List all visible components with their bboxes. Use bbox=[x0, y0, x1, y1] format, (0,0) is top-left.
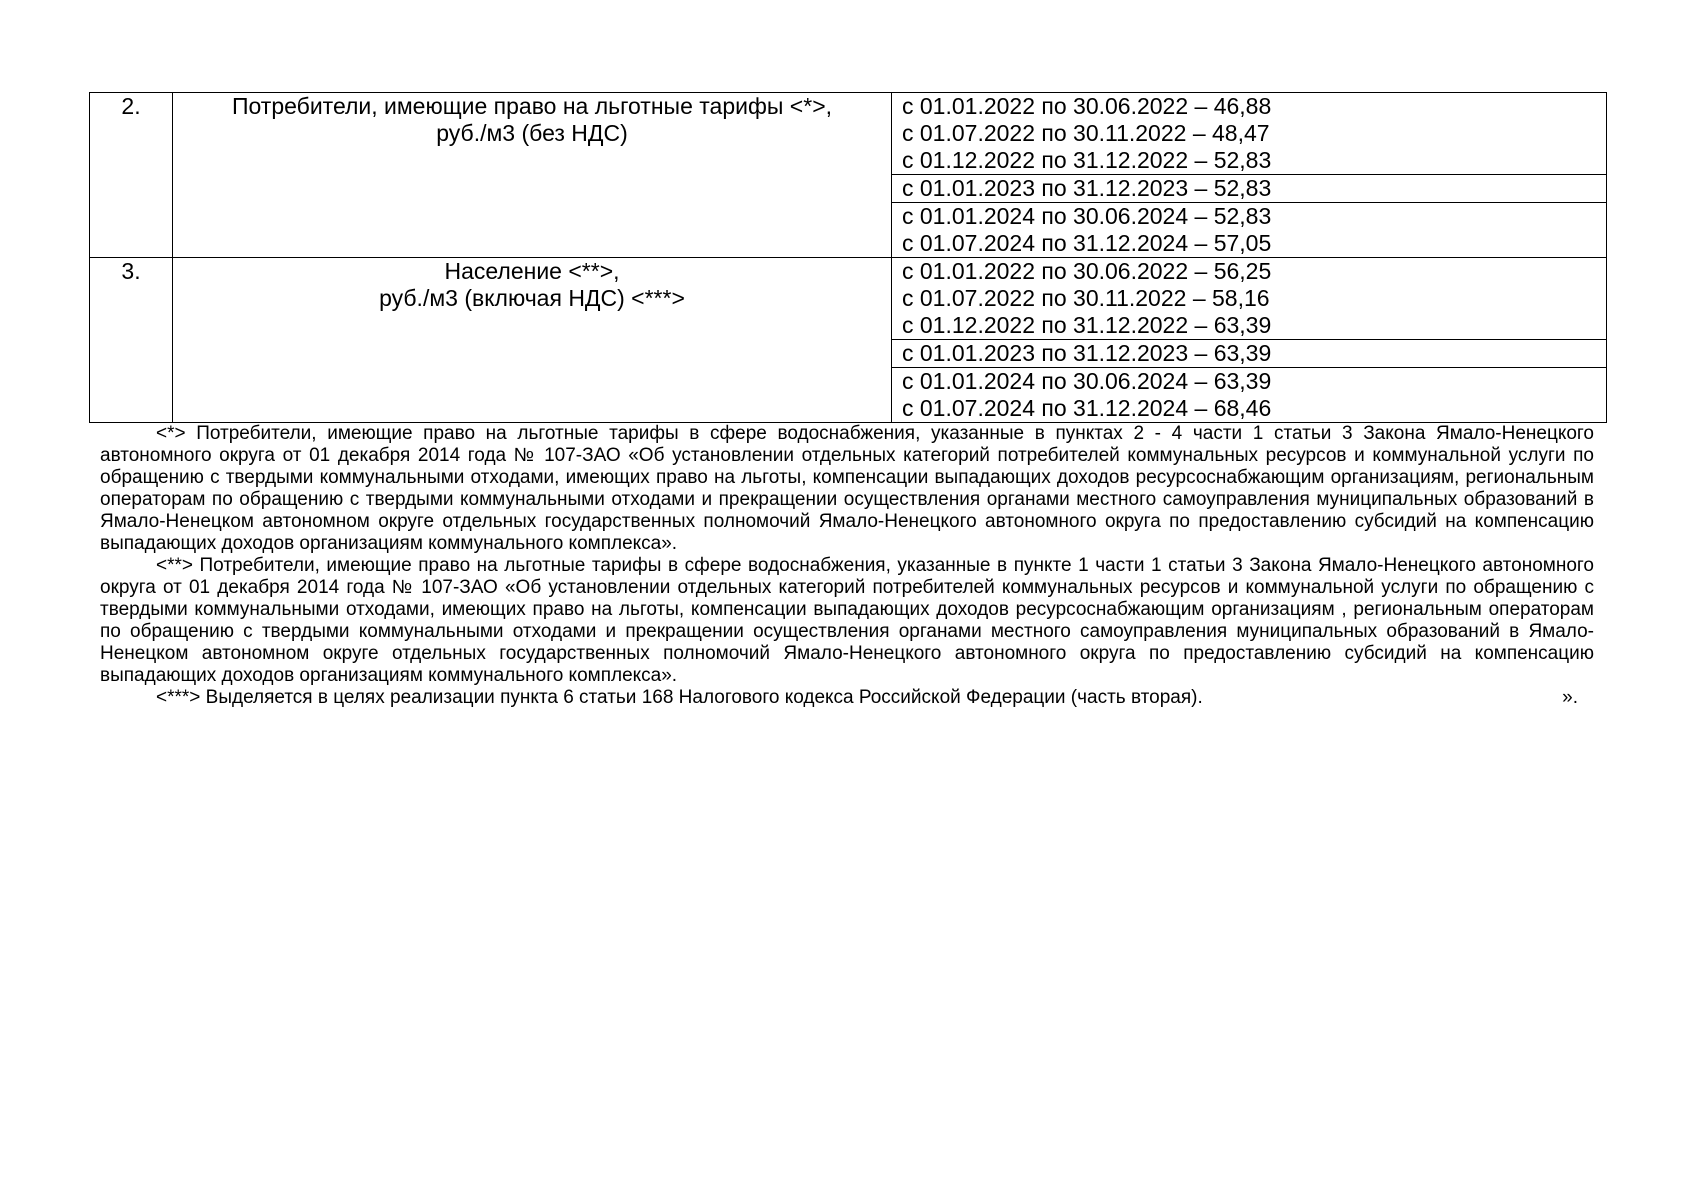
tariff-value: с 01.01.2022 по 30.06.2022 – 56,25 bbox=[902, 258, 1272, 284]
footnote-1: <*> Потребители, имеющие право на льготные тарифы в сфере водоснабжения, указанные в пунктах 2 - 4 части 1 статьи 3 Закона Ямало-Ненецкого автономного округа от 01 декабря 2014 года № 107-ЗАО «Об установлении отдельных категорий потребителей коммунальных ресурсов и коммунальной услуги по обращению с твердыми коммунальными отходами, имеющих право на льготы, компенсации выпадающих доходов ресурсоснабжающим организациям, региональным операторам по обращению с твердыми коммунальными отходами и прекращении осуществления органами местного самоуправления муниципальных образований в Ямало-Ненецком автономном округе отдельных государственных полномочий Ямало-Ненецкого автономного округа по предоставлению субсидий на компенсацию выпадающих доходов организациям коммунального комплекса». bbox=[100, 423, 1594, 554]
tariff-value: с 01.01.2022 по 30.06.2022 – 46,88 bbox=[902, 93, 1272, 119]
tariff-table bbox=[89, 92, 1607, 423]
category-line: руб./м3 (без НДС) bbox=[436, 120, 628, 146]
tariff-value: с 01.07.2024 по 31.12.2024 – 68,46 bbox=[902, 395, 1272, 421]
tariff-values bbox=[892, 258, 1607, 423]
category-line: Потребители, имеющие право на льготные тарифы <*>, bbox=[231, 93, 833, 119]
category-line: руб./м3 (включая НДС) <***> bbox=[379, 285, 685, 311]
tariff-value: с 01.07.2024 по 31.12.2024 – 57,05 bbox=[902, 230, 1272, 256]
category-line: Население <**>, bbox=[444, 258, 620, 284]
consumer-category bbox=[173, 258, 892, 423]
tariff-period-2024 bbox=[892, 368, 1606, 422]
tariff-period-2024 bbox=[892, 203, 1606, 257]
table-row bbox=[90, 93, 1607, 258]
closing-quote: ». bbox=[1562, 687, 1578, 708]
tariff-value: с 01.07.2022 по 30.11.2022 – 58,16 bbox=[902, 285, 1270, 311]
tariff-value: с 01.07.2022 по 30.11.2022 – 48,47 bbox=[902, 120, 1270, 146]
footnote-3: <***> Выделяется в целях реализации пункта 6 статьи 168 Налогового кодекса Российской Федерации (часть вторая). bbox=[156, 687, 1203, 708]
footnote-2: <**> Потребители, имеющие право на льготные тарифы в сфере водоснабжения, указанные в пункте 1 части 1 статьи 3 Закона Ямало-Ненецкого автономного округа от 01 декабря 2014 года № 107-ЗАО «Об установлении отдельных категорий потребителей коммунальных ресурсов и коммунальной услуги по обращению с твердыми коммунальными отходами, имеющих право на льготы, компенсации выпадающих доходов ресурсоснабжающим организациям , региональным операторам по обращению с твердыми коммунальными отходами и прекращении осуществления органами местного самоуправления муниципальных образований в Ямало-Ненецком автономном округе отдельных государственных полномочий Ямало-Ненецкого автономного округа по предоставлению субсидий на компенсацию выпадающих доходов организациям коммунального комплекса». bbox=[100, 555, 1594, 686]
tariff-value: с 01.01.2024 по 30.06.2024 – 52,83 bbox=[902, 203, 1272, 229]
tariff-value: с 01.01.2023 по 31.12.2023 – 52,83 bbox=[902, 175, 1272, 201]
row-number: 3. bbox=[90, 258, 173, 423]
tariff-value: с 01.12.2022 по 31.12.2022 – 63,39 bbox=[902, 312, 1272, 338]
tariff-value: с 01.01.2024 по 30.06.2024 – 63,39 bbox=[902, 368, 1272, 394]
consumer-category bbox=[173, 93, 892, 258]
row-number: 2. bbox=[90, 93, 173, 258]
footnote-3-row bbox=[100, 687, 1594, 709]
footnotes bbox=[100, 423, 1594, 709]
document-page bbox=[89, 92, 1605, 709]
tariff-value: с 01.01.2023 по 31.12.2023 – 63,39 bbox=[902, 340, 1272, 366]
tariff-period-2023 bbox=[892, 340, 1606, 368]
tariff-period-2022 bbox=[892, 93, 1606, 175]
tariff-value: с 01.12.2022 по 31.12.2022 – 52,83 bbox=[902, 147, 1272, 173]
tariff-period-2023 bbox=[892, 175, 1606, 203]
tariff-values bbox=[892, 93, 1607, 258]
table-row bbox=[90, 258, 1607, 423]
tariff-period-2022 bbox=[892, 258, 1606, 340]
